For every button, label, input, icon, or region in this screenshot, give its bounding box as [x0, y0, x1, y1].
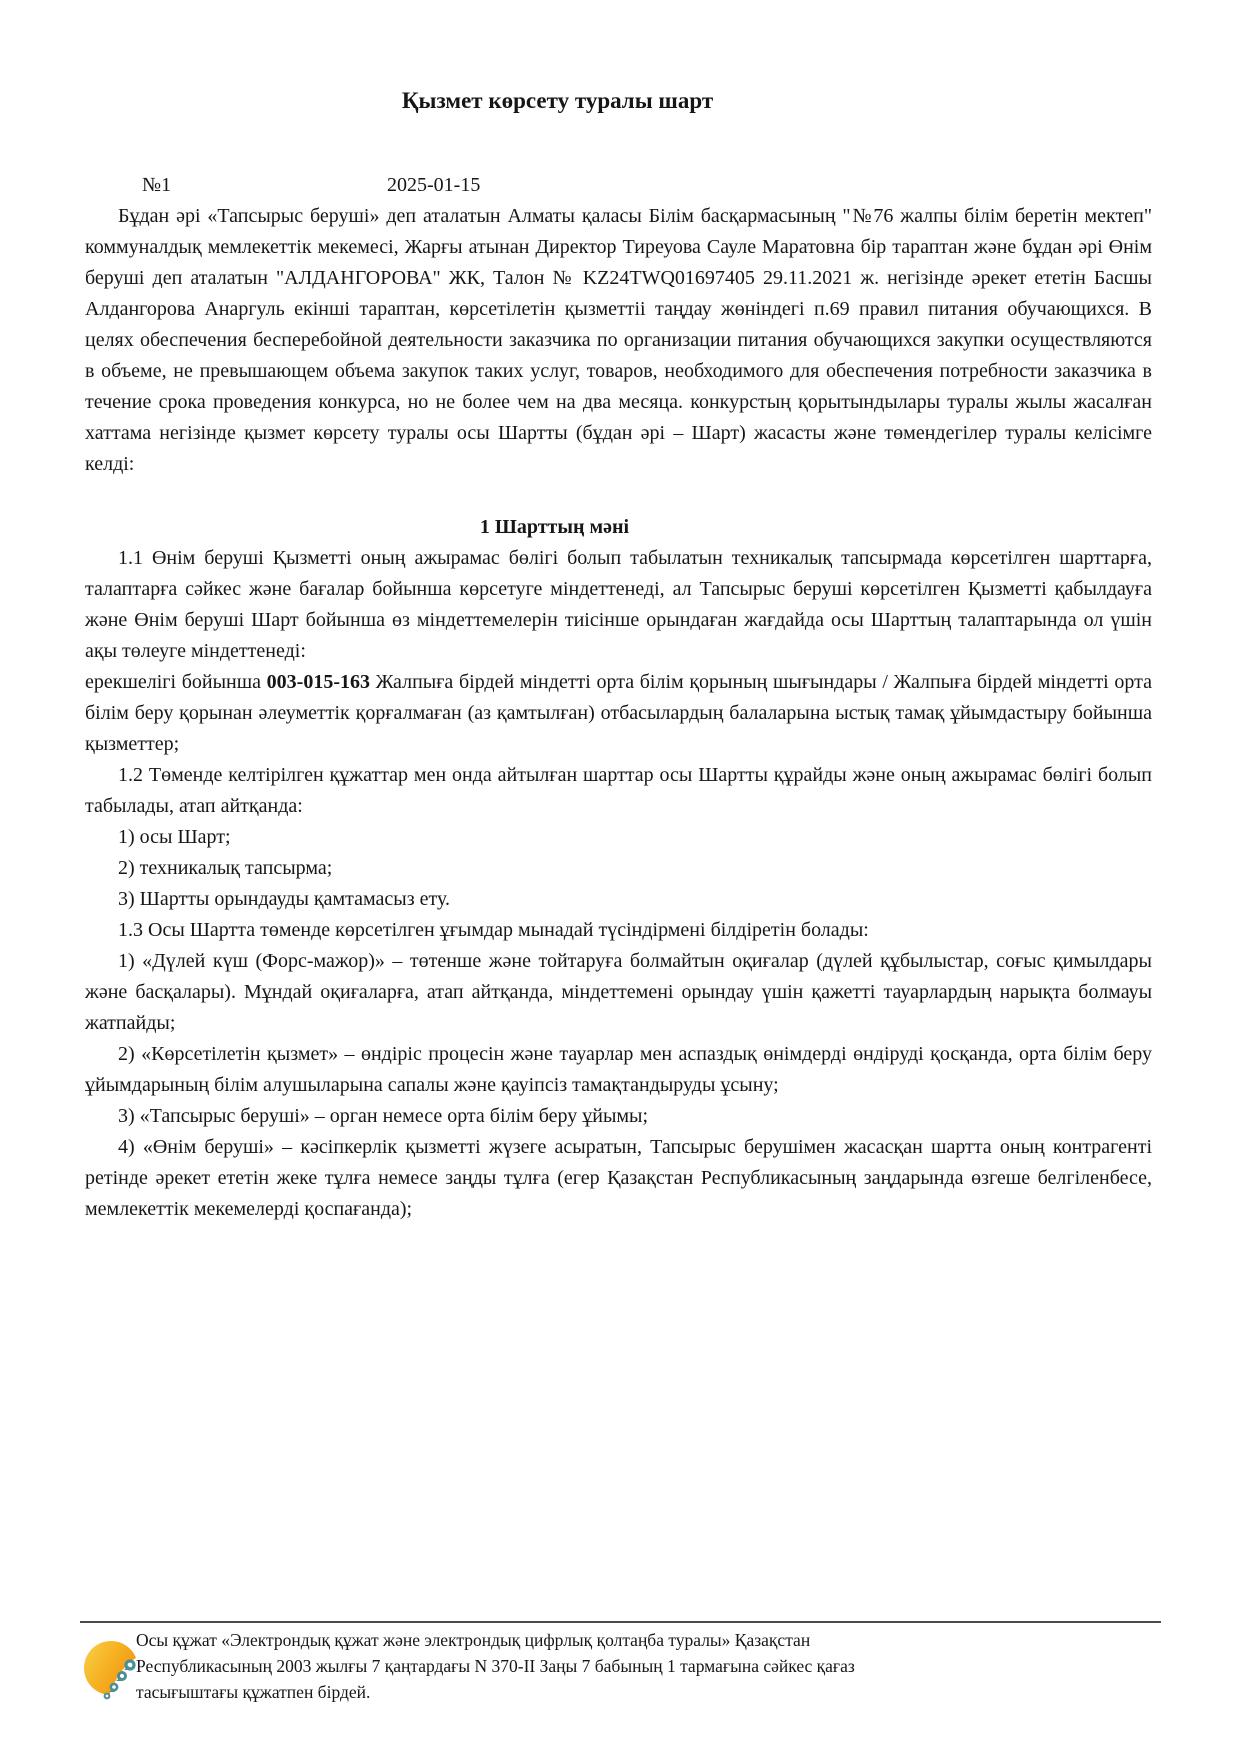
clause-1-2-item-3: 3) Шартты орындауды қамтамасыз ету.	[118, 888, 450, 910]
definition-customer: 3) «Тапсырыс беруші» – орган немесе орта білім беру ұйымы;	[118, 1105, 649, 1127]
footer-divider	[80, 1621, 1161, 1623]
contract-number: №1	[142, 174, 172, 196]
clause-speciality	[85, 667, 1152, 760]
clause-1-1: 1.1 Өнім беруші Қызметті оның ажырамас бөлігі болып табылатын техникалық тапсырмада көрсетілген шарттарға, талаптарға сәйкес және бағалар бойынша көрсетуге міндеттенеді, ал Тапсырыс беруші көрсетілген Қызметті қабылдауға және Өнім беруші Шарт бойынша өз міндеттемелерін тиісінше орындаған жағдайда осы Шарттың талаптарында ол үшін ақы төлеуге міндеттенеді:	[85, 547, 1152, 662]
definition-force-majeure: 1) «Дүлей күш (Форс-мажор)» – төтенше және тойтаруға болмайтын оқиғалар (дүлей құбылыстар, соғыс қимылдары және басқалары). Мұндай оқиғаларға, атап айтқанда, міндеттемені орындау үшін қажетті тауарлардың нарықта болмауы жатпайды;	[85, 950, 1152, 1034]
definition-service: 2) «Көрсетілетін қызмет» – өндіріс процесін және тауарлар мен аспаздық өнімдерді өндіруді қосқанда, орта білім беру ұйымдарының білім алушыларына сапалы және қауіпсіз тамақтандыруды ұсыну;	[85, 1043, 1152, 1096]
definition-supplier: 4) «Өнім беруші» – кәсіпкерлік қызметті жүзеге асыратын, Тапсырыс берушімен жасасқан шартта оның контрагенті ретінде әрекет ететін жеке тұлға немесе заңды тұлға (егер Қазақстан Республикасының заңдарында өзгеше белгіленбесе, мемлекеттік мекемелерді қоспағанда);	[85, 1136, 1152, 1220]
speciality-code: 003-015-163	[266, 671, 370, 693]
clause-1-3: 1.3 Осы Шартта төменде көрсетілген ұғымдар мынадай түсіндірмені білдіретін болады:	[118, 919, 869, 941]
contract-date: 2025-01-15	[387, 174, 481, 196]
clause-1-2-item-2: 2) техникалық тапсырма;	[118, 857, 333, 879]
clause-1-2-item-1: 1) осы Шарт;	[118, 826, 231, 848]
page-title: Қызмет көрсету туралы шарт	[401, 88, 714, 113]
intro-paragraph: Бұдан әрі «Тапсырыс беруші» деп аталатын Алматы қаласы Білім басқармасының "№76 жалпы білім беретін мектеп" коммуналдық мемлекеттік мекемесі, Жарғы атынан Директор Тиреуова Сауле Маратовна бір тараптан және бұдан әрі Өнім беруші деп аталатын "АЛДАНГОРОВА" ЖК, Талон № KZ24TWQ01697405 29.11.2021 ж. негізінде әрекет ететін Басшы Алдангорова Анаргуль екінші тараптан, көрсетілетін қызметтіі таңдау жөніндегі п.69 правил питания обучающихся. В целях обеспечения бесперебойной деятельности заказчика по организации питания обучающихся закупки осуществляются в объеме, не превышающем объема закупок таких услуг, товаров, необходимого для обеспечения потребности заказчика в течение срока проведения конкурса, но не более чем на два месяца. конкурстың қорытындылары туралы жылы жасалған хаттама негізінде қызмет көрсету туралы осы Шартты (бұдан әрі – Шарт) жасасты және төмендегілер туралы келісімге келді:	[85, 205, 1152, 475]
footer-disclaimer: Осы құжат «Электрондық құжат және электрондық цифрлық қолтаңба туралы» Қазақстан Республикасының 2003 жылғы 7 қаңтардағы N 370-II Заңы 7 бабының 1 тармағына сәйкес қағаз тасығыштағы құжатпен бірдей.	[136, 1630, 855, 1702]
section-1-heading: 1 Шарттың мәні	[479, 516, 630, 538]
contract-meta	[85, 170, 1152, 201]
speciality-prefix: ерекшелігі бойынша	[85, 671, 267, 693]
clause-1-2: 1.2 Төменде келтірілген құжаттар мен онда айтылған шарттар осы Шартты құрайды және оның ажырамас бөлігі болып табылады, атап айтқанда:	[85, 764, 1152, 817]
speciality-suffix: Жалпыға бірдей міндетті орта білім қорының шығындары / Жалпыға бірдей міндетті орта білім беру қорынан әлеуметтік қорғалмаған (аз қамтылған) отбасылардың балаларына ыстық тамақ ұйымдастыру бойынша қызметтер;	[85, 671, 1152, 755]
